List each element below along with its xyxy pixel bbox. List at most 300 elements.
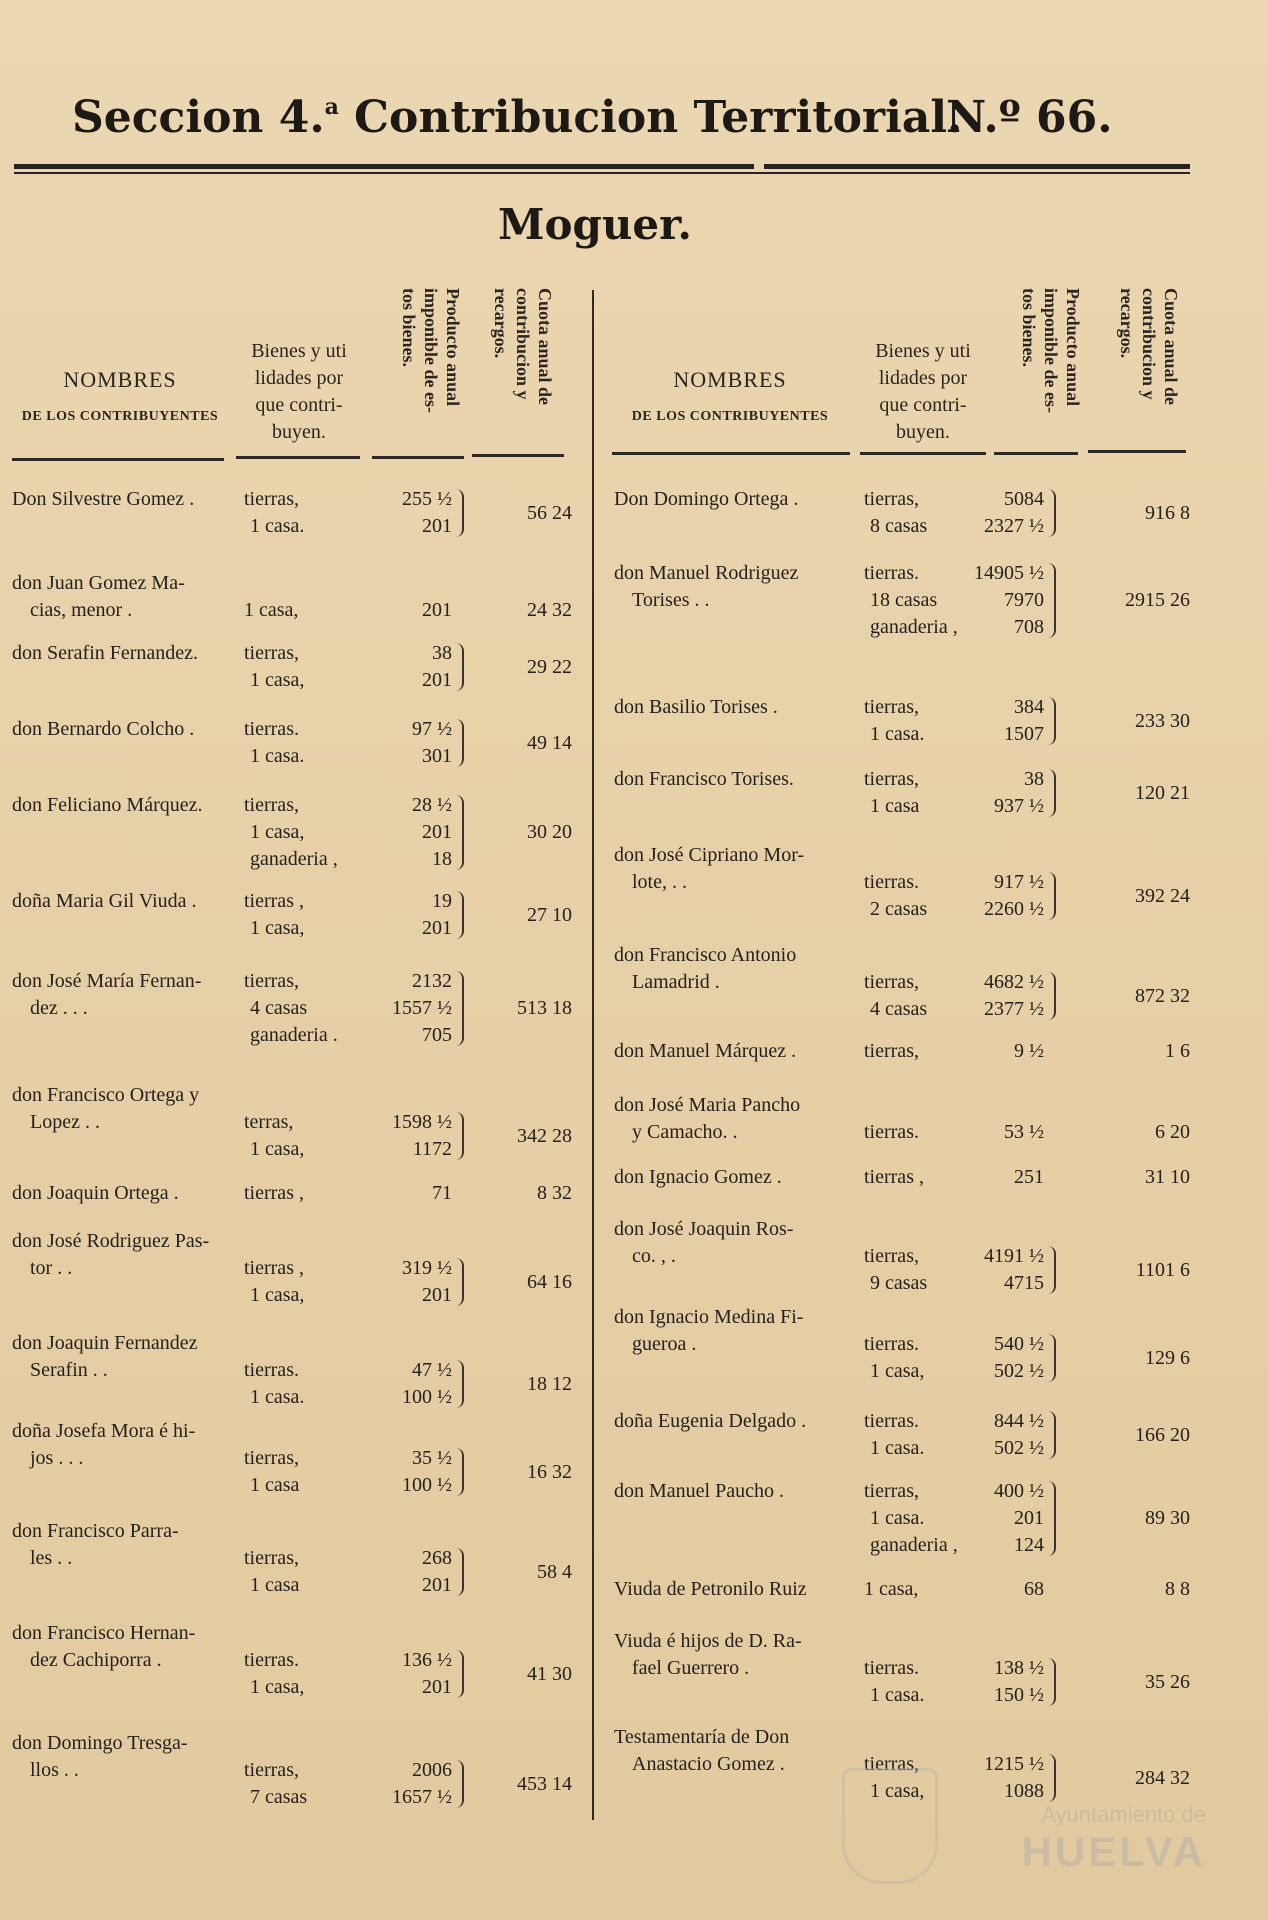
cuota-value: 6 20 bbox=[1155, 1121, 1190, 1143]
bienes-item: 1 casa bbox=[870, 795, 920, 817]
contributor-name-line: jos . . . bbox=[30, 1447, 84, 1469]
producto-cell bbox=[392, 1109, 452, 1163]
cuota-value: 8 32 bbox=[537, 1182, 572, 1204]
cuota-value: 16 32 bbox=[527, 1460, 572, 1483]
contributor-name bbox=[614, 1628, 850, 1682]
producto-cell bbox=[994, 1478, 1044, 1559]
producto-value: 2132 bbox=[412, 970, 452, 992]
bienes-cell bbox=[244, 968, 338, 1049]
column-rule bbox=[1088, 450, 1186, 453]
column-rule bbox=[12, 458, 224, 461]
watermark-shield-icon bbox=[842, 1768, 938, 1884]
producto-value: 5084 bbox=[1004, 488, 1044, 510]
cuota-value: 58 4 bbox=[537, 1560, 572, 1583]
producto-value: 201 bbox=[422, 1676, 452, 1698]
bienes-cell bbox=[244, 888, 304, 942]
contributor-name bbox=[12, 570, 232, 624]
producto-value: 14905 ½ bbox=[974, 562, 1044, 584]
producto-cell bbox=[402, 1255, 452, 1309]
bienes-item: 1 casa, bbox=[244, 599, 299, 621]
bienes-cell bbox=[864, 1243, 927, 1297]
bienes-item: tierras, bbox=[864, 1040, 919, 1062]
cuota-header: Cuota anual de contribucion y recargos. bbox=[491, 288, 555, 406]
cuota-value: 49 14 bbox=[527, 731, 572, 754]
contributor-name bbox=[12, 1228, 232, 1282]
bienes-item: 1 casa, bbox=[250, 917, 305, 939]
section-label: Seccion 4.$^a$ bbox=[72, 92, 339, 143]
producto-cell bbox=[994, 1331, 1044, 1385]
contributor-name-line: Anastacio Gomez . bbox=[632, 1753, 785, 1775]
producto-value: 400 ½ bbox=[994, 1480, 1044, 1502]
bienes-cell bbox=[864, 560, 958, 641]
bienes-cell bbox=[864, 486, 927, 540]
producto-value: 124 bbox=[1014, 1534, 1044, 1556]
grouping-brace bbox=[1048, 1411, 1056, 1459]
cuota-value: 1101 6 bbox=[1135, 1258, 1190, 1281]
bienes-item: 4 casas bbox=[250, 997, 308, 1019]
bienes-cell bbox=[244, 1180, 304, 1207]
bienes-cell bbox=[864, 969, 927, 1023]
bienes-cell bbox=[864, 766, 919, 820]
contributor-name-line: don Juan Gomez Ma- bbox=[12, 572, 185, 594]
bienes-item: 2 casas bbox=[870, 898, 928, 920]
producto-value: 1557 ½ bbox=[392, 997, 452, 1019]
cuota-value: 916 8 bbox=[1145, 501, 1190, 524]
cuota-value: 453 14 bbox=[517, 1772, 572, 1795]
cuota-value: 30 20 bbox=[527, 821, 572, 843]
contributor-name-line: don José Maria Pancho bbox=[614, 1094, 801, 1116]
producto-cell bbox=[1024, 1576, 1044, 1603]
bienes-item: tierras, bbox=[864, 1753, 919, 1775]
contributor-name bbox=[614, 560, 850, 614]
bienes-cell bbox=[864, 1038, 919, 1065]
bienes-cell bbox=[244, 1545, 299, 1599]
grouping-brace bbox=[456, 1112, 464, 1160]
producto-value: 201 bbox=[422, 1284, 452, 1306]
producto-value: 53 ½ bbox=[1004, 1121, 1044, 1143]
bienes-cell bbox=[244, 1255, 304, 1309]
bienes-item: tierras. bbox=[244, 1359, 299, 1381]
bienes-item: tierras, bbox=[864, 768, 919, 790]
bienes-cell bbox=[244, 1445, 299, 1499]
bienes-item: 1 casa, bbox=[250, 821, 305, 843]
producto-value: 100 ½ bbox=[402, 1386, 452, 1408]
producto-cell bbox=[422, 640, 452, 694]
cuota-value: 166 20 bbox=[1135, 1423, 1190, 1446]
producto-value: 38 bbox=[432, 642, 452, 664]
bienes-item: 18 casas bbox=[870, 589, 938, 611]
contributor-name-line: les . . bbox=[30, 1547, 73, 1569]
contributor-name bbox=[614, 1478, 850, 1505]
bienes-item: tierras, bbox=[864, 1245, 919, 1267]
grouping-brace bbox=[1048, 1246, 1056, 1294]
producto-value: 68 bbox=[1024, 1578, 1044, 1600]
bienes-item: tierras, bbox=[864, 696, 919, 718]
cuota-value: 342 28 bbox=[517, 1124, 572, 1147]
contributor-name bbox=[614, 942, 850, 996]
cuota-value: 129 6 bbox=[1145, 1346, 1190, 1369]
bienes-item: 9 casas bbox=[870, 1272, 928, 1294]
producto-cell bbox=[1014, 1164, 1044, 1191]
bienes-item: tierras, bbox=[864, 971, 919, 993]
bienes-item: tierras, bbox=[244, 642, 299, 664]
bienes-cell bbox=[864, 1331, 924, 1385]
cuota-value: 64 16 bbox=[527, 1270, 572, 1293]
names-header: NOMBRES DE LOS CONTRIBUYENTES bbox=[21, 367, 219, 424]
grouping-brace bbox=[456, 1258, 464, 1306]
producto-value: 201 bbox=[422, 1574, 452, 1596]
grouping-brace bbox=[456, 891, 464, 939]
producto-value: 255 ½ bbox=[402, 488, 452, 510]
producto-value: 9 ½ bbox=[1014, 1040, 1044, 1062]
producto-value: 201 bbox=[422, 669, 452, 691]
producto-cell bbox=[412, 792, 452, 873]
bienes-item: 4 casas bbox=[870, 998, 928, 1020]
bienes-cell bbox=[244, 640, 304, 694]
producto-value: 502 ½ bbox=[994, 1437, 1044, 1459]
bienes-item: tierras, bbox=[244, 1447, 299, 1469]
column-rule bbox=[612, 452, 850, 455]
cuota-value: 41 30 bbox=[527, 1662, 572, 1685]
producto-value: 47 ½ bbox=[412, 1359, 452, 1381]
contributor-name bbox=[12, 888, 232, 915]
contributor-name-line: don Francisco Parra- bbox=[12, 1520, 179, 1542]
producto-cell bbox=[402, 1445, 452, 1499]
contributor-name-line: don José Joaquin Ros- bbox=[614, 1218, 794, 1240]
cuota-value: 24 32 bbox=[527, 599, 572, 621]
contributor-name bbox=[614, 1038, 850, 1065]
producto-value: 1215 ½ bbox=[984, 1753, 1044, 1775]
contributor-name bbox=[12, 640, 232, 667]
producto-cell bbox=[412, 716, 452, 770]
town-title: Moguer. bbox=[497, 200, 693, 249]
contributor-name-line: don Manuel Rodriguez bbox=[614, 562, 799, 584]
producto-value: 136 ½ bbox=[402, 1649, 452, 1671]
contributor-name-line: dez . . . bbox=[30, 997, 88, 1019]
page-number: N.º 66. bbox=[946, 92, 1113, 143]
bienes-cell bbox=[864, 869, 927, 923]
producto-value: 150 ½ bbox=[994, 1684, 1044, 1706]
producto-value: 28 ½ bbox=[412, 794, 452, 816]
grouping-brace bbox=[1048, 1754, 1056, 1802]
contributor-name bbox=[12, 1082, 232, 1136]
bienes-cell bbox=[244, 1647, 304, 1701]
cuota-value: 872 32 bbox=[1135, 984, 1190, 1007]
bienes-item: 1 casa, bbox=[870, 1360, 925, 1382]
producto-cell bbox=[422, 888, 452, 942]
contributor-name-line: don José Cipriano Mor- bbox=[614, 844, 805, 866]
producto-value: 1507 bbox=[1004, 723, 1044, 745]
contributor-name-line: doña Maria Gil Viuda . bbox=[12, 890, 197, 912]
bienes-item: 1 casa. bbox=[250, 515, 305, 537]
producto-value: 384 bbox=[1014, 696, 1044, 718]
producto-cell bbox=[1014, 1038, 1044, 1065]
producto-header: Producto anual imponible de es- tos bienes. bbox=[1019, 288, 1083, 414]
contributor-name-line: don José Rodriguez Pas- bbox=[12, 1230, 210, 1252]
bienes-cell bbox=[244, 792, 338, 873]
producto-value: 18 bbox=[432, 848, 452, 870]
contributor-name-line: don Bernardo Colcho . bbox=[12, 718, 195, 740]
contributor-name-line: don Manuel Paucho . bbox=[614, 1480, 784, 1502]
contributor-name-line: Testamentaría de Don bbox=[614, 1726, 790, 1748]
bienes-item: 1 casa. bbox=[870, 1684, 925, 1706]
cuota-value: 31 10 bbox=[1145, 1166, 1190, 1188]
producto-cell bbox=[984, 969, 1044, 1023]
bienes-item: tierras. bbox=[864, 871, 919, 893]
contributor-name bbox=[12, 1330, 232, 1384]
cuota-value: 29 22 bbox=[527, 655, 572, 678]
bienes-cell bbox=[864, 1164, 924, 1191]
cuota-value: 18 12 bbox=[527, 1372, 572, 1395]
bienes-cell bbox=[864, 1408, 924, 1462]
bienes-item: tierras, bbox=[244, 488, 299, 510]
contributor-name-line: fael Guerrero . bbox=[632, 1657, 750, 1679]
bienes-item: 1 casa bbox=[250, 1574, 300, 1596]
producto-cell bbox=[994, 1655, 1044, 1709]
contributor-name bbox=[614, 486, 850, 513]
cuota-value: 120 21 bbox=[1135, 781, 1190, 804]
contributor-name-line: don Francisco Antonio bbox=[614, 944, 797, 966]
producto-value: 4682 ½ bbox=[984, 971, 1044, 993]
contributor-name-line: co. , . bbox=[632, 1245, 676, 1267]
contributor-name-line: don Ignacio Medina Fi- bbox=[614, 1306, 804, 1328]
cuota-value: 1 6 bbox=[1165, 1040, 1190, 1062]
column-rule bbox=[994, 452, 1078, 455]
contributor-name bbox=[12, 968, 232, 1022]
grouping-brace bbox=[1048, 697, 1056, 745]
producto-value: 937 ½ bbox=[994, 795, 1044, 817]
bienes-item: tierras. bbox=[244, 718, 299, 740]
bienes-item: 1 casa. bbox=[870, 1437, 925, 1459]
grouping-brace bbox=[1048, 563, 1056, 638]
producto-value: 1598 ½ bbox=[392, 1111, 452, 1133]
cuota-value: 56 24 bbox=[527, 501, 572, 524]
watermark: Ayuntamiento de HUELVA bbox=[1021, 1802, 1206, 1875]
bienes-item: 8 casas bbox=[870, 515, 928, 537]
bienes-item: 1 casa, bbox=[250, 1676, 305, 1698]
producto-value: 201 bbox=[422, 917, 452, 939]
bienes-item: 1 casa, bbox=[870, 1780, 925, 1802]
producto-value: 4715 bbox=[1004, 1272, 1044, 1294]
bienes-item: 7 casas bbox=[250, 1786, 308, 1808]
contributor-name-line: Serafin . . bbox=[30, 1359, 108, 1381]
producto-value: 540 ½ bbox=[994, 1333, 1044, 1355]
producto-value: 100 ½ bbox=[402, 1474, 452, 1496]
contributor-name-line: lote, . . bbox=[632, 871, 687, 893]
bienes-item: tierras, bbox=[244, 794, 299, 816]
grouping-brace bbox=[1048, 1658, 1056, 1706]
header-rule-thin bbox=[14, 172, 1190, 174]
producto-value: 251 bbox=[1014, 1166, 1044, 1188]
producto-value: 7970 bbox=[1004, 589, 1044, 611]
grouping-brace bbox=[456, 1360, 464, 1408]
producto-value: 1172 bbox=[412, 1138, 452, 1160]
contributor-name-line: doña Eugenia Delgado . bbox=[614, 1410, 807, 1432]
producto-cell bbox=[974, 560, 1044, 641]
bienes-item: tierras. bbox=[864, 1121, 919, 1143]
grouping-brace bbox=[1048, 1481, 1056, 1556]
contributor-name-line: don Joaquin Fernandez bbox=[12, 1332, 198, 1354]
contributor-name-line: don Feliciano Márquez. bbox=[12, 794, 203, 816]
producto-cell bbox=[994, 766, 1044, 820]
grouping-brace bbox=[456, 719, 464, 767]
bienes-item: tierras , bbox=[244, 1257, 304, 1279]
column-rule bbox=[472, 454, 564, 457]
producto-cell bbox=[984, 869, 1044, 923]
bienes-item: tierras, bbox=[864, 1480, 919, 1502]
bienes-item: tierras , bbox=[864, 1166, 924, 1188]
cuota-value: 8 8 bbox=[1165, 1578, 1190, 1600]
bienes-cell bbox=[244, 1109, 304, 1163]
grouping-brace bbox=[1048, 769, 1056, 817]
contributor-name-line: Torises . . bbox=[632, 589, 710, 611]
contributor-name bbox=[12, 1620, 232, 1674]
bienes-item: ganaderia , bbox=[250, 848, 338, 870]
bienes-item: ganaderia . bbox=[250, 1024, 338, 1046]
cuota-value: 392 24 bbox=[1135, 884, 1190, 907]
page-title: Contribucion Territorial. bbox=[354, 92, 963, 143]
column-rule bbox=[236, 456, 360, 459]
contributor-name-line: Don Silvestre Gomez . bbox=[12, 488, 195, 510]
contributor-name bbox=[12, 1180, 232, 1207]
contributor-name-line: tor . . bbox=[30, 1257, 73, 1279]
bienes-item: 1 casa. bbox=[250, 745, 305, 767]
contributor-name-line: cias, menor . bbox=[30, 599, 133, 621]
bienes-item: terras, bbox=[244, 1111, 294, 1133]
bienes-item: 1 casa. bbox=[250, 1386, 305, 1408]
contributor-name bbox=[614, 1724, 850, 1778]
producto-cell bbox=[402, 1357, 452, 1411]
producto-cell bbox=[392, 968, 452, 1049]
producto-cell bbox=[432, 1180, 452, 1207]
bienes-header: Bienes y uti lidades por que contri- buyen. bbox=[875, 340, 971, 443]
producto-cell bbox=[392, 1757, 452, 1811]
producto-value: 2006 bbox=[412, 1759, 452, 1781]
contributor-name-line: llos . . bbox=[30, 1759, 79, 1781]
contributor-name-line: dez Cachiporra . bbox=[30, 1649, 162, 1671]
grouping-brace bbox=[1048, 489, 1056, 537]
producto-value: 268 bbox=[422, 1547, 452, 1569]
contributor-name bbox=[614, 766, 850, 793]
bienes-item: tierras , bbox=[244, 890, 304, 912]
cuota-value: 35 26 bbox=[1145, 1670, 1190, 1693]
grouping-brace bbox=[1048, 972, 1056, 1020]
bienes-cell bbox=[864, 1576, 918, 1603]
contributor-name-line: Don Domingo Ortega . bbox=[614, 488, 799, 510]
contributor-name bbox=[12, 1418, 232, 1472]
contributor-name bbox=[614, 1164, 850, 1191]
producto-value: 19 bbox=[432, 890, 452, 912]
bienes-item: tierras , bbox=[244, 1182, 304, 1204]
grouping-brace bbox=[456, 1760, 464, 1808]
producto-cell bbox=[984, 486, 1044, 540]
bienes-item: 1 casa, bbox=[864, 1578, 919, 1600]
bienes-cell bbox=[244, 486, 304, 540]
cuota-header: Cuota anual de contribucion y recargos. bbox=[1117, 288, 1181, 406]
bienes-item: 1 casa. bbox=[870, 723, 925, 745]
producto-value: 1088 bbox=[1004, 1780, 1044, 1802]
contributor-name bbox=[12, 716, 232, 743]
contributor-name-line: Lopez . . bbox=[30, 1111, 100, 1133]
bienes-item: tierras, bbox=[244, 1759, 299, 1781]
contributor-name bbox=[614, 1216, 850, 1270]
contributor-name-line: don Basilio Torises . bbox=[614, 696, 778, 718]
bienes-item: tierras. bbox=[864, 1333, 919, 1355]
producto-cell bbox=[422, 1545, 452, 1599]
producto-value: 38 bbox=[1024, 768, 1044, 790]
bienes-item: tierras. bbox=[864, 1657, 919, 1679]
contributor-name-line: don José María Fernan- bbox=[12, 970, 202, 992]
producto-value: 71 bbox=[432, 1182, 452, 1204]
contributor-name-line: don Francisco Hernan- bbox=[12, 1622, 196, 1644]
bienes-cell bbox=[864, 1119, 919, 1146]
bienes-cell bbox=[864, 694, 924, 748]
producto-value: 301 bbox=[422, 745, 452, 767]
contributor-name bbox=[12, 1730, 232, 1784]
contributor-name bbox=[12, 486, 232, 513]
producto-value: 4191 ½ bbox=[984, 1245, 1044, 1267]
bienes-item: ganaderia , bbox=[870, 1534, 958, 1556]
producto-value: 917 ½ bbox=[994, 871, 1044, 893]
contributor-name-line: gueroa . bbox=[632, 1333, 697, 1355]
contributor-name bbox=[614, 842, 850, 896]
bienes-item: 1 casa, bbox=[250, 669, 305, 691]
producto-value: 2327 ½ bbox=[984, 515, 1044, 537]
producto-value: 1657 ½ bbox=[392, 1786, 452, 1808]
producto-value: 35 ½ bbox=[412, 1447, 452, 1469]
producto-value: 201 bbox=[422, 515, 452, 537]
bienes-item: 1 casa. bbox=[870, 1507, 925, 1529]
bienes-cell bbox=[244, 1357, 304, 1411]
producto-cell bbox=[402, 486, 452, 540]
cuota-value: 284 32 bbox=[1135, 1766, 1190, 1789]
producto-cell bbox=[994, 1408, 1044, 1462]
contributor-name bbox=[614, 1304, 850, 1358]
cuota-value: 89 30 bbox=[1145, 1507, 1190, 1529]
producto-value: 201 bbox=[1014, 1507, 1044, 1529]
producto-cell bbox=[402, 1647, 452, 1701]
column-rule bbox=[372, 456, 464, 459]
grouping-brace bbox=[456, 1650, 464, 1698]
producto-value: 2377 ½ bbox=[984, 998, 1044, 1020]
grouping-brace bbox=[456, 643, 464, 691]
contributor-name-line: don Francisco Ortega y bbox=[12, 1084, 200, 1106]
contributor-name-line: don Manuel Márquez . bbox=[614, 1040, 797, 1062]
producto-value: 705 bbox=[422, 1024, 452, 1046]
bienes-item: ganaderia , bbox=[870, 616, 958, 638]
bienes-cell bbox=[244, 716, 304, 770]
contributor-name-line: Lamadrid . bbox=[632, 971, 720, 993]
contributor-name bbox=[614, 1408, 850, 1435]
contributor-name bbox=[614, 1092, 850, 1146]
bienes-item: tierras, bbox=[864, 488, 919, 510]
contributor-name bbox=[614, 694, 850, 721]
grouping-brace bbox=[1048, 1334, 1056, 1382]
bienes-item: tierras, bbox=[244, 970, 299, 992]
header-rule bbox=[14, 164, 754, 169]
producto-cell bbox=[984, 1751, 1044, 1805]
producto-value: 201 bbox=[422, 599, 452, 621]
producto-cell bbox=[984, 1243, 1044, 1297]
producto-value: 502 ½ bbox=[994, 1360, 1044, 1382]
contributor-name bbox=[12, 792, 232, 819]
bienes-cell bbox=[864, 1655, 924, 1709]
contributor-name-line: don Francisco Torises. bbox=[614, 768, 794, 790]
producto-cell bbox=[422, 597, 452, 624]
bienes-item: 1 casa, bbox=[250, 1138, 305, 1160]
contributor-name-line: Viuda é hijos de D. Ra- bbox=[614, 1630, 802, 1652]
grouping-brace bbox=[456, 971, 464, 1046]
